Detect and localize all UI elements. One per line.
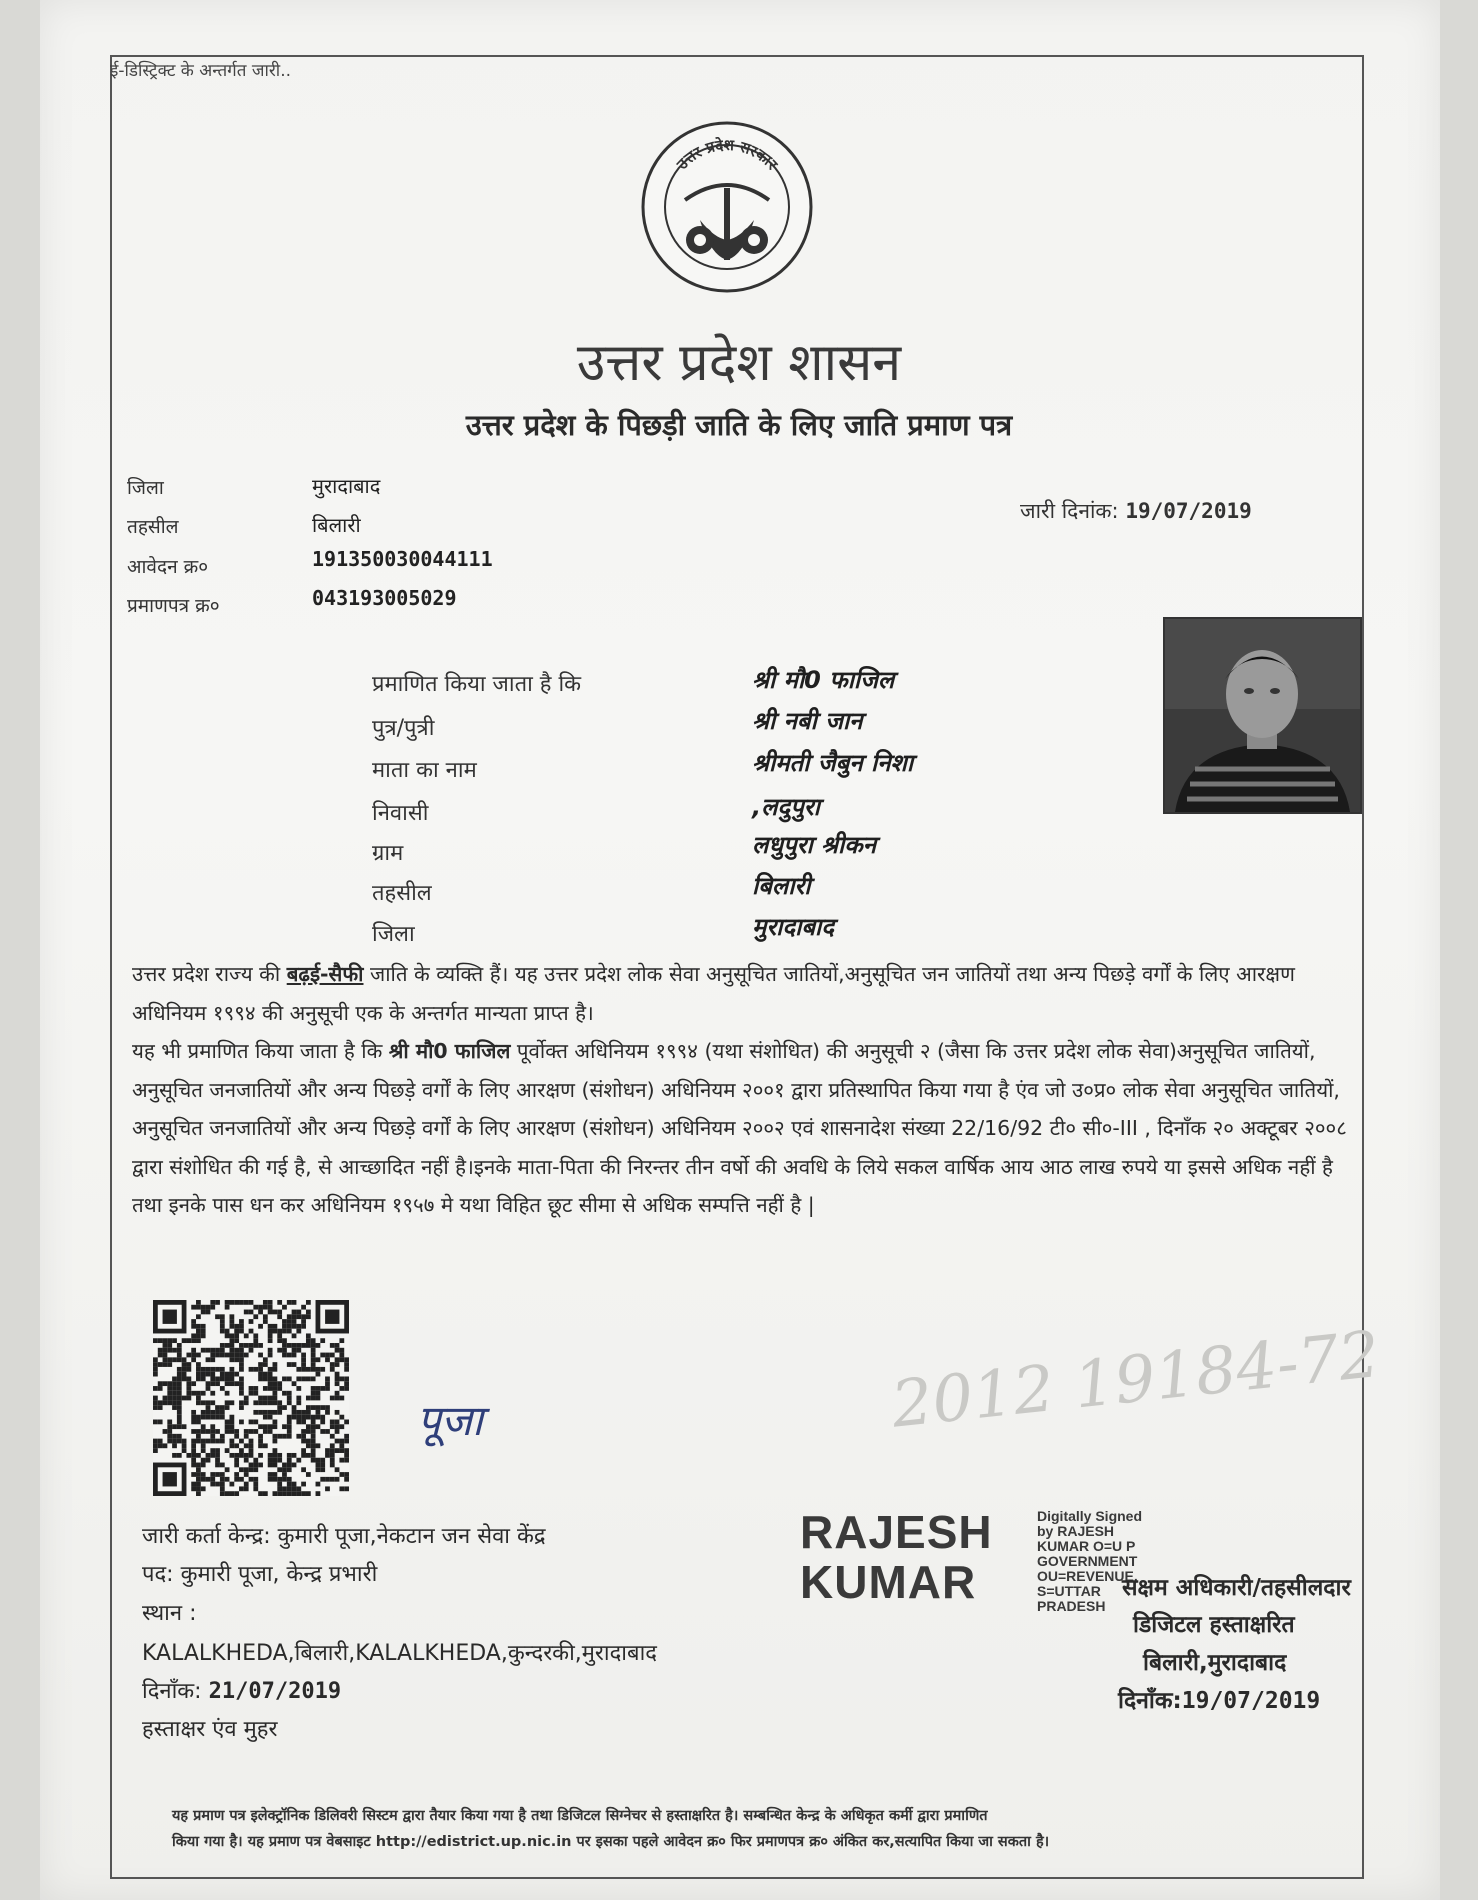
officer-designation: सक्षम अधिकारी/तहसीलदार xyxy=(1122,1575,1351,1601)
tehsil-label: तहसील xyxy=(127,516,179,538)
district-label: जिला xyxy=(127,477,164,499)
field-label-son-of: पुत्र/पुत्री xyxy=(372,716,435,741)
field-label-certified: प्रमाणित किया जाता है कि xyxy=(372,672,582,697)
handwritten-note-text: 2012 19184-72 xyxy=(888,1317,1384,1443)
government-title: उत्तर प्रदेश शासन xyxy=(576,333,902,393)
field-label-tehsil: तहसील xyxy=(372,881,432,906)
person-photo-icon xyxy=(1165,619,1360,812)
digital-sign-line: GOVERNMENT xyxy=(1037,1553,1138,1569)
signature-text: पूजा xyxy=(417,1396,483,1445)
issue-date-label: जारी दिनांक: xyxy=(1020,499,1119,523)
body-p2-end: पूर्वोक्त अधिनियम १९९४ (यथा संशोधित) की अनुसूची २ (जैसा कि उत्तर प्रदेश लोक सेवा)अनुसूचित जातियों, अनुसूचित जनजातियों और अन्य पिछड़े वर्गों के लिए आरक्षण (संशोधन) अधिनियम २००१ द्वारा प्रतिस्थापित किया गया है एंव जो उ०प्र० लोक सेवा अनुसूचित जातियों, अनुसूचित जनजातियों और अन्य पिछड़े वर्गों के लिए आरक्षण (संशोधन) अधिनियम २००२ एवं शासनादेश संख्या 22/16/92 टी० सी०-III , दिनाँक २० अक्टूबर २००८ द्वारा संशोधित की गई है, से आच्छादित नहीं है।इनके माता-पिता की निरन्तर तीन वर्षो की अवधि के लिये सकल वार्षिक आय आठ लाख रुपये या इससे अधिक नहीं है तथा इनके पास धन कर अधिनियम १९५७ मे यथा विहित छूट सीमा से अधिक सम्पत्ति नहीं है | xyxy=(132,1039,1347,1217)
application-label: आवेदन क्र० xyxy=(127,556,209,578)
district-value: मुरादाबाद xyxy=(312,474,381,498)
officer-name-line1: RAJESH xyxy=(800,1506,993,1558)
field-label-village: ग्राम xyxy=(372,841,404,866)
field-label-resident: निवासी xyxy=(372,801,429,826)
application-number: 191350030044111 xyxy=(312,547,493,571)
place-label: स्थान : xyxy=(142,1601,197,1626)
seal-text: उत्तर प्रदेश सरकार xyxy=(673,135,782,174)
digital-sign-line: Digitally Signed xyxy=(1037,1508,1143,1524)
issuer-date-value: 21/07/2019 xyxy=(208,1679,342,1704)
tehsil-value: बिलारी xyxy=(312,513,361,537)
issuer-date xyxy=(142,1675,341,1705)
field-label-district: जिला xyxy=(372,922,415,947)
body-p2-start: यह भी प्रमाणित किया जाता है कि xyxy=(132,1039,389,1063)
issuing-centre: जारी कर्ता केन्द्र: कुमारी पूजा,नेकटान जन सेवा केंद्र xyxy=(142,1524,546,1549)
body-paragraph-2 xyxy=(132,1032,1352,1225)
handwritten-note xyxy=(880,1317,1384,1443)
issued-under-note: ई-डिस्ट्रिक्ट के अन्तर्गत जारी.. xyxy=(110,61,292,81)
officer-date-value: 19/07/2019 xyxy=(1181,1688,1321,1714)
issuer-date-label: दिनाँक: xyxy=(142,1679,202,1704)
digital-sign-line: PRADESH xyxy=(1037,1598,1106,1614)
field-value-mother: श्रीमती जैबुन निशा xyxy=(752,749,914,777)
field-value-name: श्री मौ0 फाजिल xyxy=(752,666,895,694)
issue-date xyxy=(1020,497,1252,525)
field-value-resident: ,लदुपुरा xyxy=(752,793,820,821)
verification-qr-code xyxy=(146,1300,356,1496)
officer-date xyxy=(1118,1683,1320,1715)
field-label-mother: माता का नाम xyxy=(372,758,477,783)
issuer-post: पद: कुमारी पूजा, केन्द्र प्रभारी xyxy=(142,1562,378,1587)
officer-name-line2: KUMAR xyxy=(800,1556,977,1608)
field-value-father: श्री नबी जान xyxy=(752,707,863,735)
digital-sign-line: KUMAR O=U P xyxy=(1037,1538,1136,1554)
digital-sign-line: S=UTTAR xyxy=(1037,1583,1101,1599)
body-p2-name: श्री मौ0 फाजिल xyxy=(388,1039,511,1063)
footer-line-2: किया गया है। यह प्रमाण पत्र वेबसाइट http://edistrict.up.nic.in पर इसका पहले आवेदन क्र० फिर प्रमाणपत्र क्र० अंकित कर,सत्यापित किया जा सकता है। xyxy=(172,1834,1050,1850)
body-p1-end: जाति के व्यक्ति हैं। यह उत्तर प्रदेश लोक सेवा अनुसूचित जातियों,अनुसूचित जन जातियों तथा अन्य पिछड़े वर्गों के लिए आरक्षण अधिनियम १९९४ की अनुसूची एक के अन्तर्गत मान्यता प्राप्त है। xyxy=(132,962,1295,1025)
field-value-district: मुरादाबाद xyxy=(752,913,835,941)
field-value-village: लधुपुरा श्रीकन xyxy=(752,831,877,859)
certificate-title: उत्तर प्रदेश के पिछड़ी जाति के लिए जाति प्रमाण पत्र xyxy=(465,408,1013,442)
footer-line-1: यह प्रमाण पत्र इलेक्ट्रॉनिक डिलिवरी सिस्टम द्वारा तैयार किया गया है तथा डिजिटल सिग्नेचर से हस्ताक्षरित है। सम्बन्धित केन्द्र के अधिकृत कर्मी द्वारा प्रमाणित xyxy=(172,1808,988,1824)
place-value: KALALKHEDA,बिलारी,KALALKHEDA,कुन्दरकी,मुरादाबाद xyxy=(142,1641,657,1666)
applicant-photo xyxy=(1163,617,1362,814)
centre-signature xyxy=(412,1390,532,1450)
issue-date-value: 19/07/2019 xyxy=(1125,499,1252,523)
field-value-tehsil: बिलारी xyxy=(752,872,811,900)
digital-sign-line: by RAJESH xyxy=(1037,1523,1115,1539)
certificate-number: 043193005029 xyxy=(312,586,457,610)
digitally-signed-label: डिजिटल हस्ताक्षरित xyxy=(1133,1612,1295,1638)
signature-seal-label: हस्ताक्षर एंव मुहर xyxy=(142,1717,278,1742)
body-paragraph-1 xyxy=(132,955,1352,1032)
up-government-seal-icon xyxy=(640,120,815,295)
caste-name: बढ़ई-सैफी xyxy=(286,962,364,986)
footer-note xyxy=(172,1803,1372,1855)
body-p1-start: उत्तर प्रदेश राज्य की xyxy=(132,962,287,986)
officer-place: बिलारी,मुरादाबाद xyxy=(1143,1650,1287,1676)
digital-sign-line: OU=REVENUE, xyxy=(1037,1568,1138,1584)
officer-date-label: दिनाँक: xyxy=(1118,1688,1182,1714)
certificate-number-label: प्रमाणपत्र क्र० xyxy=(127,595,220,617)
